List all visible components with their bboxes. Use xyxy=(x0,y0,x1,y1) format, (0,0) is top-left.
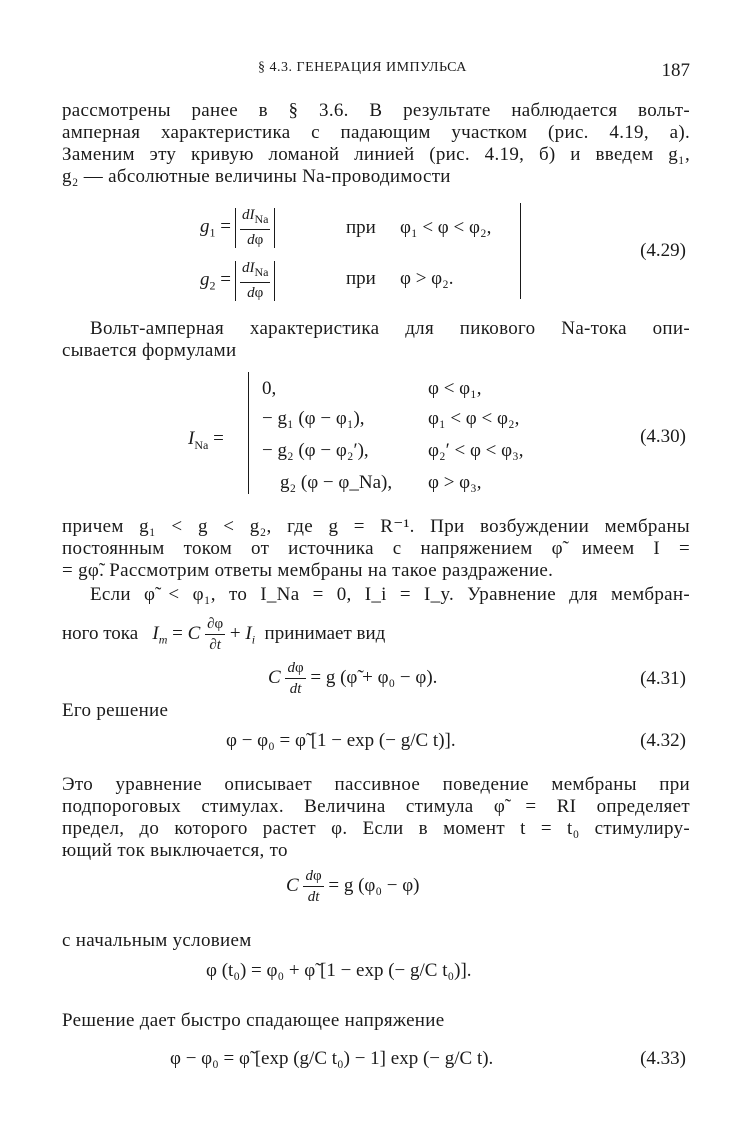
text-line: амперная характеристика с падающим участком (рис. 4.19, а). xyxy=(62,122,690,143)
paragraph-membrane-current xyxy=(62,584,690,606)
eq-g1: $g_1$ = $\frac{dI_{Na}}{d\varphi}$ xyxy=(200,205,279,250)
eq-row4-cond: φ > φ₃, xyxy=(428,472,482,493)
text-line: = gφ̃. Рассмотрим ответы мембраны на такое раздражение. xyxy=(62,560,554,581)
text-fragment: ного тока xyxy=(62,622,139,644)
equation-number: (4.30) xyxy=(640,426,686,447)
paragraph-solution xyxy=(62,700,690,722)
text-line: Вольт-амперная характеристика для пикового Na-тока опи- xyxy=(90,318,690,339)
equation-4-32: φ − φ₀ = φ̃ [1 − exp (− g/C t)]. xyxy=(226,730,456,751)
eq-row1-cond: φ < φ₁, xyxy=(428,378,482,399)
paragraph-vac xyxy=(62,318,690,362)
equation-4-31: C $\frac{d\varphi}{dt}$ = g (φ̃ + φ₀ − φ). xyxy=(268,660,438,697)
eq-row3-expr: − g₂ (φ − φ₂′), xyxy=(262,440,369,461)
paragraph-intro xyxy=(62,100,690,188)
eq-g2-at: при xyxy=(346,268,376,289)
equation-number: (4.29) xyxy=(640,240,686,261)
equation-number: (4.31) xyxy=(640,668,686,689)
equation-initial: φ (t₀) = φ₀ + φ̃ [1 − exp (− g/C t₀)]. xyxy=(206,960,472,981)
text-line: Заменим эту кривую ломаной линией (рис. 4.19, б) и введем g₁, xyxy=(62,144,690,165)
paragraph-passive xyxy=(62,774,690,862)
eq-row3-cond: φ₂′ < φ < φ₃, xyxy=(428,440,524,461)
left-brace xyxy=(248,372,249,494)
text-line: подпороговых стимулах. Величина стимула φ̃ = RI определяет xyxy=(62,796,690,817)
text-line: ного тока $I_m = C$ $\frac{\partial\varphi}{\partial t}$ + $I_i$ принимает вид xyxy=(62,616,386,653)
text-fragment: принимает вид xyxy=(264,622,386,644)
eq-g2-condition: φ > φ₂. xyxy=(400,268,454,289)
text-line: Это уравнение описывает пассивное поведение мембраны при xyxy=(62,774,690,795)
equation-decay: C $\frac{d\varphi}{dt}$ = g (φ₀ − φ) xyxy=(286,868,420,905)
eq-row4-expr: g₂ (φ − φ_Na), xyxy=(280,472,393,493)
page-number: 187 xyxy=(661,60,690,81)
text-line: g₂ — абсолютные величины Na-проводимости xyxy=(62,166,451,187)
paragraph-decay xyxy=(62,1010,690,1032)
text-line: причем g₁ < g < g₂, где g = R⁻¹. При возбуждении мембраны xyxy=(62,516,690,537)
eq-row2-expr: − g₁ (φ − φ₁), xyxy=(262,408,365,429)
eq-g1-condition: φ₁ < φ < φ₂, xyxy=(400,217,492,238)
text-line: сывается формулами xyxy=(62,340,237,361)
text-line: предел, до которого растет φ. Если в момент t = t₀ стимулиру- xyxy=(62,818,690,839)
eq-431-rhs: = g (φ̃ + φ₀ − φ). xyxy=(310,666,438,688)
eq-row2-cond: φ₁ < φ < φ₂, xyxy=(428,408,520,429)
eq-decay-rhs: = g (φ₀ − φ) xyxy=(328,874,420,896)
paragraph-stimulus xyxy=(62,516,690,582)
text-line: ющий ток выключается, то xyxy=(62,840,288,861)
paragraph-initial-condition xyxy=(62,930,690,952)
equation-4-33: φ − φ₀ = φ̃ [exp (g/C t₀) − 1] exp (− g/C t). xyxy=(170,1048,494,1069)
eq-row1-expr: 0, xyxy=(262,378,277,399)
equation-number: (4.33) xyxy=(640,1048,686,1069)
text-line: постоянным током от источника с напряжением φ̃ имеем I = xyxy=(62,538,690,559)
page-header xyxy=(62,60,690,82)
text-line: Решение дает быстро спадающее напряжение xyxy=(62,1010,445,1031)
right-brace xyxy=(520,203,521,299)
text-line: с начальным условием xyxy=(62,930,252,951)
eq-g1-at: при xyxy=(346,217,376,238)
text-line: Его решение xyxy=(62,700,169,721)
equation-number: (4.32) xyxy=(640,730,686,751)
eq-ina-lhs: $I_{Na}$ = xyxy=(188,428,224,452)
eq-g2: $g_2$ = $\frac{dI_{Na}}{d\varphi}$ xyxy=(200,258,279,303)
text-line: Если φ̃ < φ₁, то I_Na = 0, I_i = I_y. Уравнение для мембран- xyxy=(90,584,690,605)
text-line: рассмотрены ранее в § 3.6. В результате наблюдается вольт- xyxy=(62,100,690,121)
running-head: § 4.3. ГЕНЕРАЦИЯ ИМПУЛЬСА xyxy=(258,60,467,75)
